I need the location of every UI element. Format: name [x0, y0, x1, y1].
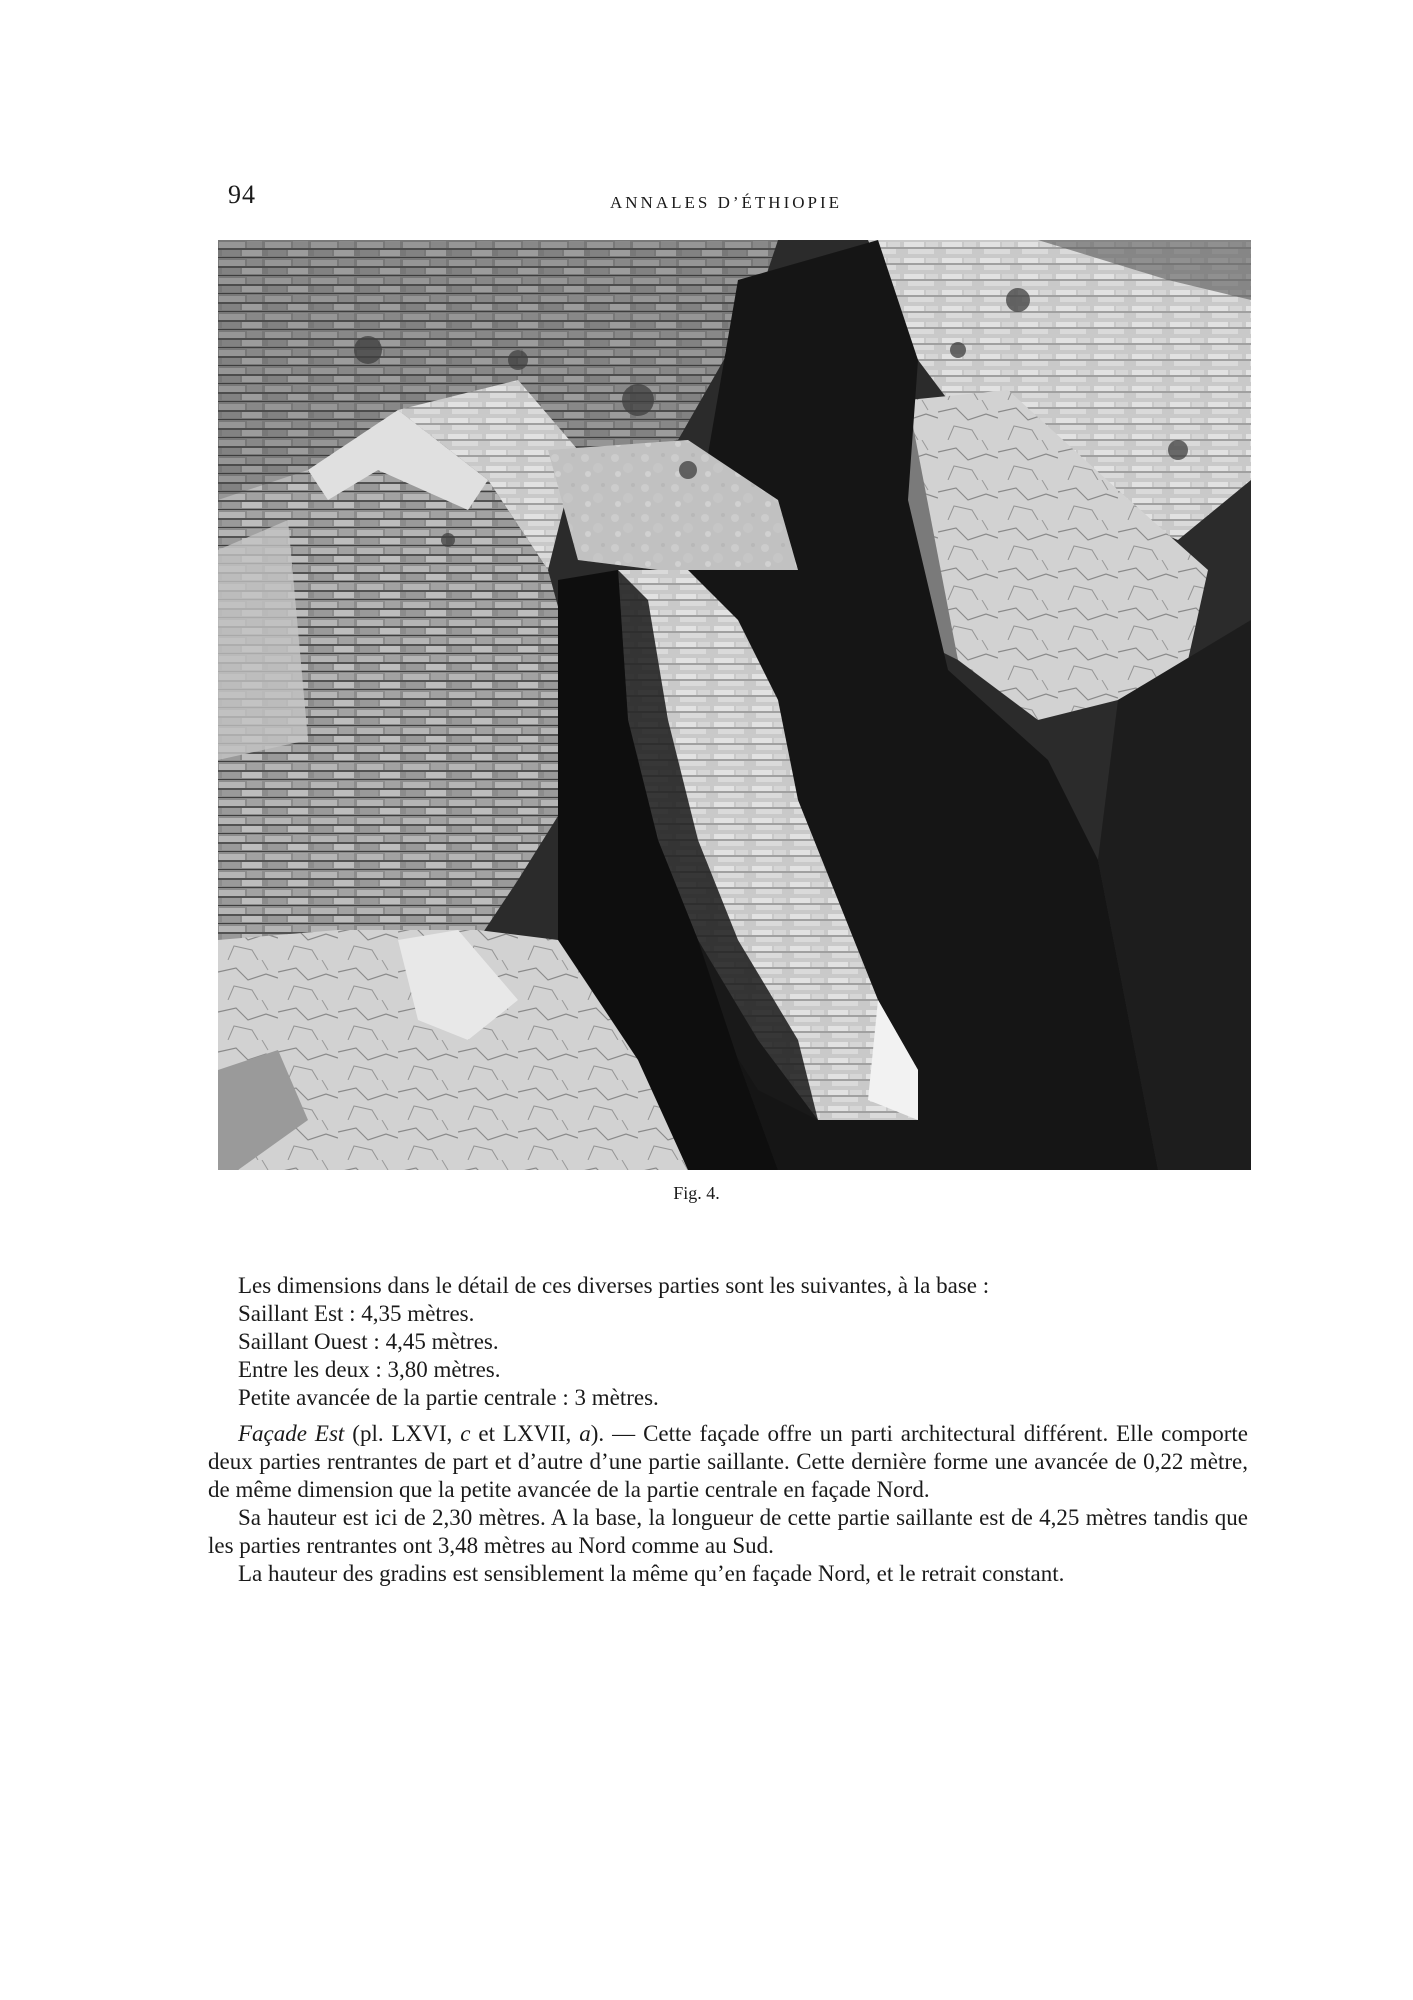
height-paragraph: Sa hauteur est ici de 2,30 mètres. A la base, la longueur de cette partie saillante est de 4,25 mètres tandis que les parties rentrantes ont 3,48 mètres au Nord comme au Sud.	[208, 1505, 1248, 1558]
plate-reference-middle: et LXVII,	[470, 1421, 580, 1446]
plate-letter-a: a	[579, 1421, 591, 1446]
facade-est-heading: Façade Est	[238, 1421, 345, 1446]
facade-est-body: ). — Cette façade offre un parti architectural différent. Elle comporte deux parties rentrantes de part et d’autre d’une partie saillante. Cette dernière forme une avancée de 0,22 mètre, de même dimension que la petite avancée de la partie centrale en façade Nord.	[208, 1421, 1249, 1502]
dimension-line: Entre les deux : 3,80 mètres.	[238, 1357, 501, 1382]
plate-reference-prefix: (pl. LXVI,	[344, 1421, 461, 1446]
facade-est-paragraph	[208, 1420, 1248, 1504]
figure-photograph	[218, 240, 1251, 1170]
page-number: 94	[228, 180, 256, 209]
body-text	[208, 1272, 1248, 1588]
intro-paragraph: Les dimensions dans le détail de ces diverses parties sont les suivantes, à la base :	[238, 1273, 990, 1298]
figure-caption-text: Fig. 4.	[673, 1183, 720, 1203]
plate-letter-c: c	[460, 1421, 471, 1446]
figure-caption	[0, 1183, 1413, 1204]
gradins-paragraph: La hauteur des gradins est sensiblement la même qu’en façade Nord, et le retrait constant.	[238, 1561, 1065, 1586]
dimension-line: Petite avancée de la partie centrale : 3 mètres.	[238, 1385, 659, 1410]
dimension-line: Saillant Ouest : 4,45 mètres.	[238, 1329, 499, 1354]
dimension-line: Saillant Est : 4,35 mètres.	[238, 1301, 475, 1326]
running-head: ANNALES D’ÉTHIOPIE	[610, 193, 843, 212]
